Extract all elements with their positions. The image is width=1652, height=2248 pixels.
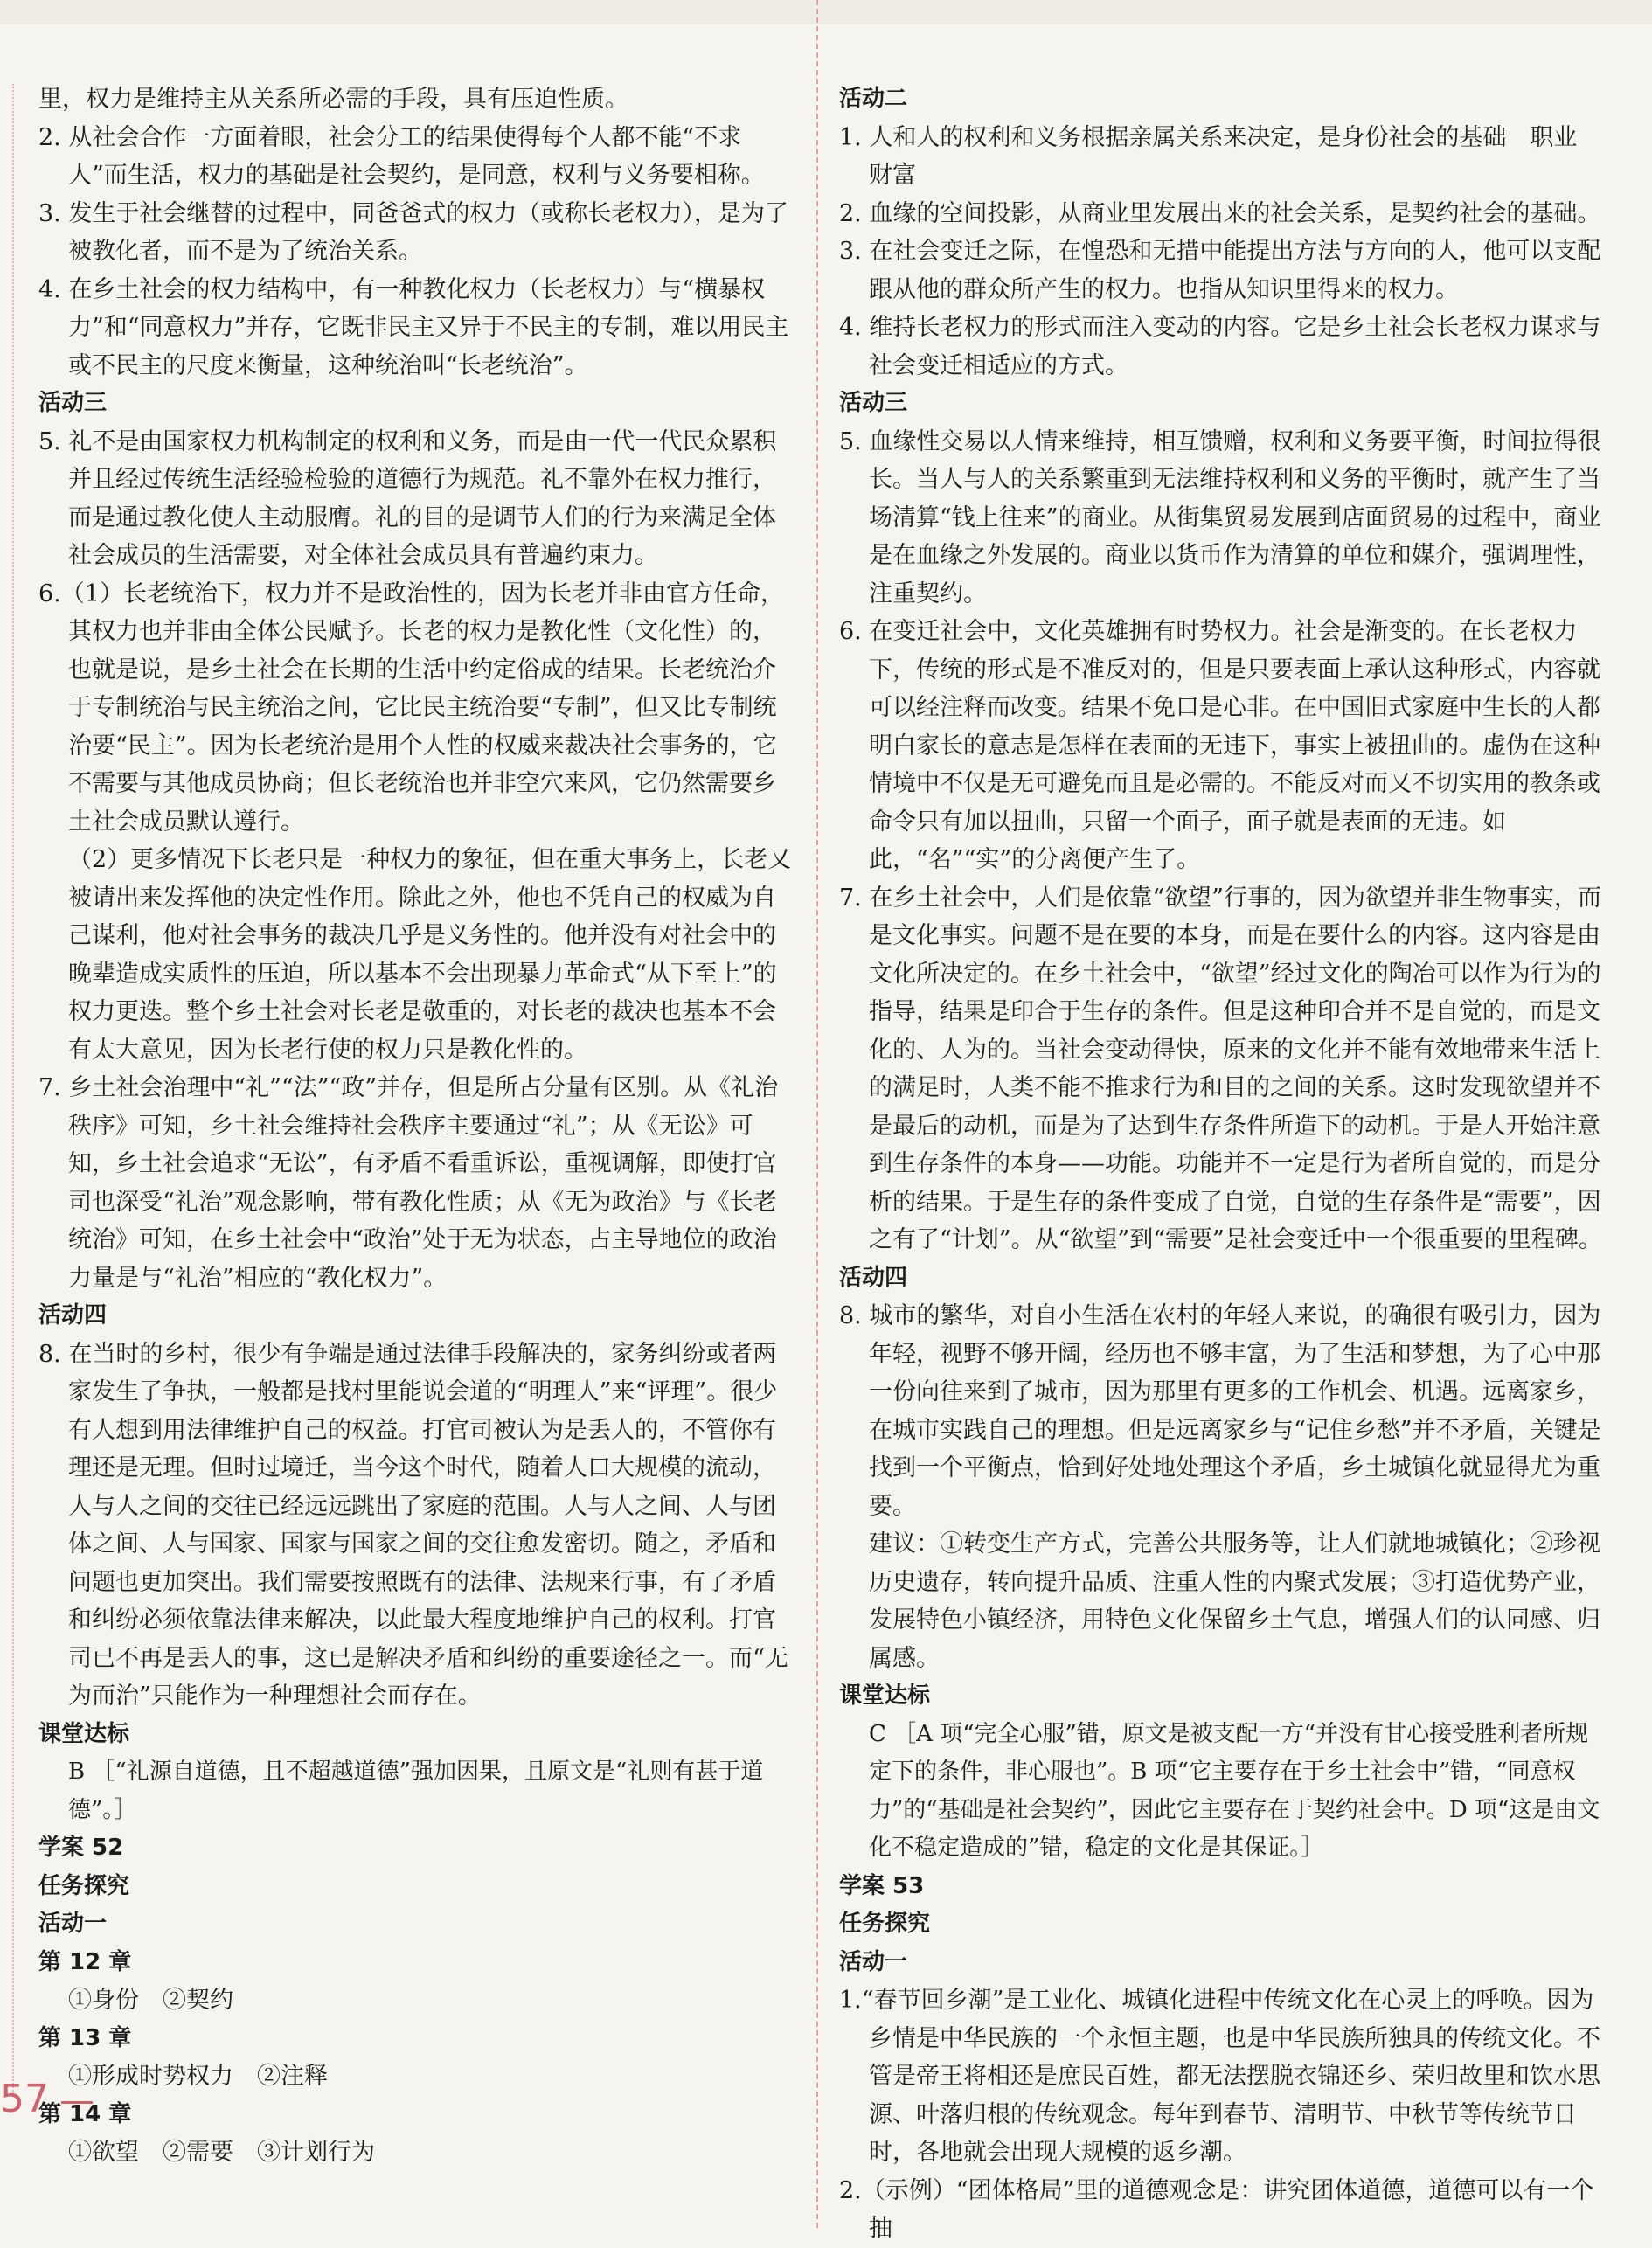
answer-paragraph: 4. 维持长老权力的形式而注入变动的内容。它是乡土社会长老权力谋求与社会变迁相适应的方式。: [839, 314, 1601, 379]
page-number-dash: [61, 2101, 93, 2104]
answer-paragraph: ①身份 ②契约: [68, 1987, 233, 2014]
section-heading: 课堂达标: [38, 1720, 130, 1747]
answer-paragraph: 6. 在变迁社会中，文化英雄拥有时势权力。社会是渐变的。在长老权力下，传统的形式是不准反对的，但是只要表面上承认这种形式，内容就可以经注释而改变。结果不免口是心非。在中国旧式家庭中生长的人都明白家长的意志是怎样在表面的无违下，事实上被扭曲的。虚伪在这种情境中不仅是无可避免而且是必需的。不能反对而又不切实用的教条或命令只有加以扭曲，只留一个面子，面子就是表面的无违。如此，“名”“实”的分离便产生了。: [839, 618, 1600, 873]
column-divider: [816, 0, 818, 2228]
section-heading: 第 12 章: [38, 1948, 132, 1975]
section-heading: 课堂达标: [839, 1683, 931, 1709]
left-margin-rule: [12, 84, 14, 2094]
section-heading: 第 14 章: [38, 2100, 132, 2127]
section-heading: 任务探究: [38, 1872, 130, 1899]
answer-paragraph: 2.（示例）“团体格局”里的道德观念是：讲究团体道德，道德可以有一个抽: [839, 2176, 1594, 2242]
answer-paragraph: 2. 血缘的空间投影，从商业里发展出来的社会关系，是契约社会的基础。: [839, 199, 1601, 227]
answer-paragraph: 1. 人和人的权利和义务根据亲属关系来决定，是身份社会的基础 职业 财富: [839, 123, 1601, 189]
section-heading: 任务探究: [839, 1911, 931, 1937]
answer-paragraph: 1.“春节回乡潮”是工业化、城镇化进程中传统文化在心灵上的呼唤。因为乡情是中华民族的一个永恒主题，也是中华民族所独具的传统文化。不管是帝王将相还是庶民百姓，都无法摆脱衣锦还乡、荣归故里和饮水思源、叶落归根的传统观念。每年到春节、清明节、中秋节等传统节日时，各地就会出现大规模的返乡潮。: [839, 1987, 1600, 2166]
section-heading: 活动三: [38, 390, 108, 416]
section-heading: 学案 52: [38, 1835, 124, 1861]
answer-paragraph: 5. 血缘性交易以人情来维持，相互馈赠，权利和义务要平衡，时间拉得很长。当人与人的关系繁重到无法维持权利和义务的平衡时，就产生了当场清算“钱上往来”的商业。从街集贸易发展到店面贸易的过程中，商业是在血缘之外发展的。商业以货币作为清算的单位和媒介，强调理性，注重契约。: [839, 427, 1601, 607]
section-heading: 学案 53: [839, 1872, 925, 1899]
answer-paragraph: 8. 在当时的乡村，很少有争端是通过法律手段解决的，家务纠纷或者两家发生了争执，一般都是找村里能说会道的“明理人”来“评理”。很少有人想到用法律维护自己的权益。打官司被认为是丢人的，不管你有理还是无理。但时过境迁，当今这个时代，随着人口大规模的流动，人与人之间的交往已经远远跳出了家庭的范围。人与人之间、人与团体之间、人与国家、国家与国家之间的交往愈发密切。随之，矛盾和问题也更加突出。我们需要按照既有的法律、法规来行事，有了矛盾和纠纷必须依靠法律来解决，以此最大程度地维护自己的权利。打官司已不再是丢人的事，这已是解决矛盾和纠纷的重要途径之一。而“无为而治”只能作为一种理想社会而存在。: [38, 1340, 788, 1710]
answer-paragraph: 3. 发生于社会继替的过程中，同爸爸式的权力（或称长老权力），是为了被教化者，而不是为了统治关系。: [38, 199, 788, 265]
page-number: 57: [0, 2077, 49, 2121]
answer-paragraph: 5. 礼不是由国家权力机构制定的权利和义务，而是由一代一代民众累积并且经过传统生活经验检验的道德行为规范。礼不靠外在权力推行，而是通过教化使人主动服膺。礼的目的是调节人们的行为来满足全体社会成员的生活需要，对全体社会成员具有普遍约束力。: [38, 427, 777, 569]
answer-paragraph: 2. 从社会合作一方面着眼，社会分工的结果使得每个人都不能“不求人”而生活，权力的基础是社会契约，是同意，权利与义务要相称。: [38, 123, 765, 189]
answer-paragraph: ①形成时势权力 ②注释: [68, 2063, 328, 2090]
section-heading: 活动四: [38, 1302, 108, 1329]
section-heading: 活动三: [839, 390, 908, 416]
section-heading: 活动四: [839, 1264, 908, 1291]
answer-paragraph: 6.（1）长老统治下，权力并不是政治性的，因为长老并非由官方任命，其权力也并非由全体公民赋予。长老的权力是教化性（文化性）的，也就是说，是乡土社会在长期的生活中约定俗成的结果。长老统治介于专制统治与民主统治之间，它比民主统治要“专制”，但又比专制统治要“民主”。因为长老统治是用个人性的权威来裁决社会事务的，它不需要与其他成员协商；但长老统治也并非空穴来风，它仍然需要乡土社会成员默认遵行。: [38, 579, 784, 836]
section-heading: 第 13 章: [38, 2024, 132, 2051]
answer-paragraph: （2）更多情况下长老只是一种权力的象征，但在重大事务上，长老又被请出来发挥他的决定性作用。除此之外，他也不凭自己的权威为自己谋利，他对社会事务的裁决几乎是义务性的。他并没有对社会中的晚辈造成实质性的压迫，所以基本不会出现暴力革命式“从下至上”的权力更迭。整个乡土社会对长老是敬重的，对长老的裁决也基本不会有太大意见，因为长老行使的权力只是教化性的。: [68, 846, 792, 1064]
answer-paragraph: 建议：①转变生产方式，完善公共服务等，让人们就地城镇化；②珍视历史遗存，转向提升品质、注重人性的内聚式发展；③打造优势产业，发展特色小镇经济，用特色文化保留乡土气息，增强人们的认同感、归属感。: [869, 1530, 1600, 1672]
answer-paragraph: B ［“礼源自道德，且不超越道德”强加因果，且原文是“礼则有甚于道德”。］: [68, 1759, 764, 1823]
answer-paragraph: ①欲望 ②需要 ③计划行为: [68, 2139, 375, 2166]
answer-paragraph: 里，权力是维持主从关系所必需的手段，具有压迫性质。: [38, 86, 628, 113]
section-heading: 活动一: [38, 1911, 108, 1937]
answer-paragraph: 7. 在乡土社会中，人们是依靠“欲望”行事的，因为欲望并非生物事实，而是文化事实。问题不是在要的本身，而是在要什么的内容。这内容是由文化所决定的。在乡土社会中，“欲望”经过文化的陶冶可以作为行为的指导，结果是印合于生存的条件。但是这种印合并不是自觉的，而是文化的、人为的。当社会变动得快，原来的文化并不能有效地带来生活上的满足时，人类不能不推求行为和目的之间的关系。这时发现欲望并不是最后的动机，而是为了达到生存条件所造下的动机。于是人开始注意到生存条件的本身——功能。功能并不一定是行为者所自觉的，而是分析的结果。于是生存的条件变成了自觉，自觉的生存条件是“需要”，因之有了“计划”。从“欲望”到“需要”是社会变迁中一个很重要的里程碑。: [839, 884, 1602, 1253]
answer-paragraph: 4. 在乡土社会的权力结构中，有一种教化权力（长老权力）与“横暴权力”和“同意权力”并存，它既非民主又异于不民主的专制，难以用民主或不民主的尺度来衡量，这种统治叫“长老统治”。: [38, 275, 789, 379]
section-heading: 活动二: [839, 86, 908, 112]
right-column: [839, 80, 1608, 2248]
answer-paragraph: 8. 城市的繁华，对自小生活在农村的年轻人来说，的确很有吸引力，因为年轻，视野不够开阔，经历也不够丰富，为了生活和梦想，为了心中那一份向往来到了城市，因为那里有更多的工作机会、机遇。远离家乡，在城市实践自己的理想。但是远离家乡与“记住乡愁”并不矛盾，关键是找到一个平衡点，恰到好处地处理这个矛盾，乡土城镇化就显得尤为重要。: [839, 1302, 1601, 1520]
top-margin: [0, 0, 1652, 24]
answer-paragraph: 3. 在社会变迁之际，在惶恐和无措中能提出方法与方向的人，他可以支配跟从他的群众所产生的权力。也指从知识里得来的权力。: [839, 238, 1601, 303]
section-heading: 活动一: [839, 1948, 908, 1975]
answer-paragraph: C ［A 项“完全心服”错，原文是被支配一方“并没有甘心接受胜利者所规定下的条件，非心服也”。B 项“它主要存在于乡土社会中”错，“同意权力”的“基础是社会契约”，因此它主要存在于契约社会中。D 项“这是由文化不稳定造成的”错，稳定的文化是其保证。］: [869, 1720, 1600, 1861]
answer-paragraph: 7. 乡土社会治理中“礼”“法”“政”并存，但是所占分量有区别。从《礼治秩序》可知，乡土社会维持社会秩序主要通过“礼”；从《无讼》可知，乡土社会追求“无讼”，有矛盾不看重诉讼，重视调解，即使打官司也深受“礼治”观念影响，带有教化性质；从《无为政治》与《长老统治》可知，在乡土社会中“政治”处于无为状态，占主导地位的政治力量是与“礼治”相应的“教化权力”。: [38, 1074, 779, 1292]
left-column: [38, 80, 799, 2172]
